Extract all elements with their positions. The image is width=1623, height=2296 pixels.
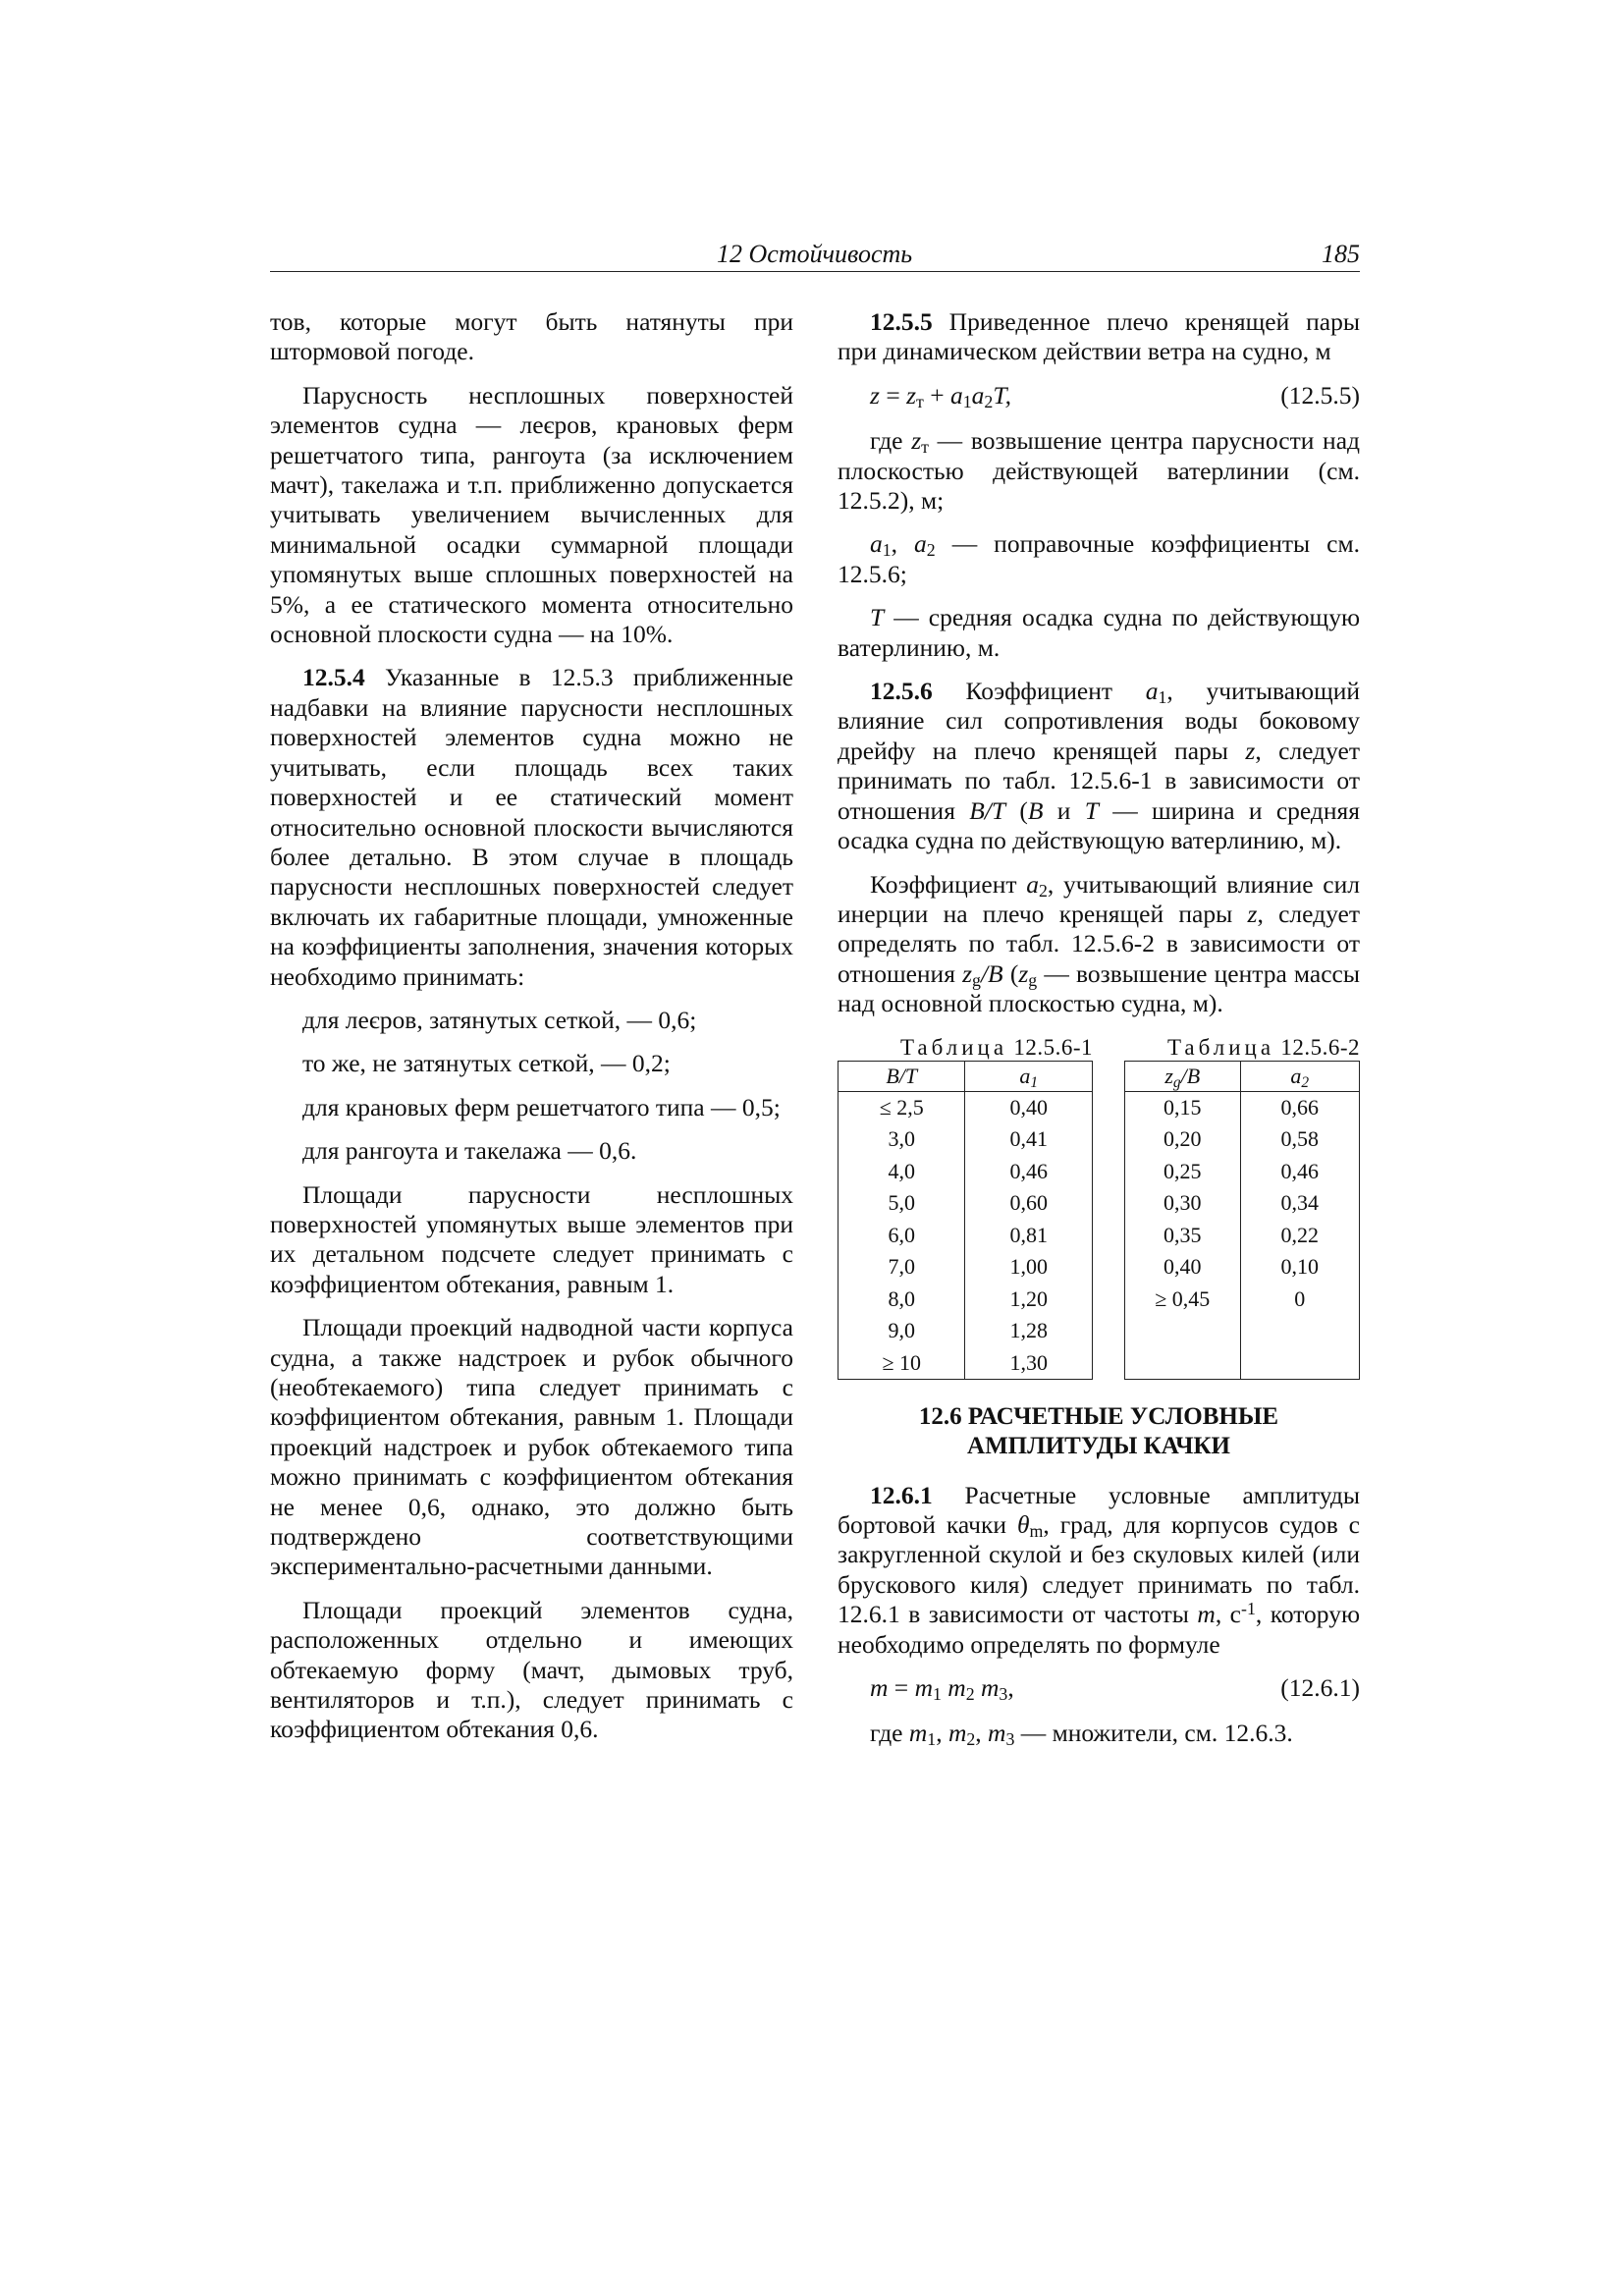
table-row: 5,0 0,60 [839,1187,1093,1220]
table-row: 0,30 0,34 [1125,1187,1360,1220]
table-12-5-6-1 [838,1033,1093,1381]
data-table [1124,1061,1360,1381]
paragraph-continuation: тов, которые могут быть натянуты при штормовой погоде. [270,307,793,366]
table-row: ≤ 2,5 0,40 [839,1091,1093,1123]
paragraph-hull-projections: Площади проекций надводной части корпуса судна, а также надстроек и рубок обычного (необтекаемого) типа следует принимать с коэффициентом обтекания, равным 1. Площади проекций надстроек и рубок обтекаемого типа можно принимать с коэффициентом обтекания не менее 0,6, однако, это должно быть подтверждено соответствующими экспериментально-расчетными данными. [270,1313,793,1581]
formula-number: (12.6.1) [1280,1672,1360,1702]
formula-12-5-5: $z = z_т + a_1a_2T$, (12.5.5) [870,380,1360,411]
table-row: 4,0 0,46 [839,1156,1093,1188]
table-row: 0,20 0,58 [1125,1123,1360,1156]
table-row: 0,25 0,46 [1125,1156,1360,1188]
page-number: 185 [1322,240,1360,268]
left-column [270,307,793,1759]
chapter-title: 12 Остойчивость [717,240,913,268]
where-a1-a2: $a_1$, $a_2$ — поправочные коэффициенты см. 12.5.6; [838,529,1360,588]
list-item-rigging: для рангоута и такелажа — 0,6. [302,1136,637,1166]
table-caption: Таблица 12.5.6-2 [1166,1034,1360,1060]
paragraph-porosity: Парусность несплошных поверхностей элементов судна — леєров, крановых ферм решетчатого типа, рангоута (за исключением мачт), такелажа и т.п. приближенно допускается учитывать увеличением вычисленных для минимальной осадки суммарной площади упомянутых выше сплошных поверхностей на 5%, а ее статического момента относительно основной плоскости судна — на 10%. [270,380,793,649]
paragraph-detailed-calc: Площади парусности несплошных поверхностей упомянутых выше элементов при их детальном подсчете следует принимать с коэффициентом обтекания, равным 1. [270,1179,793,1298]
formula-12-6-1: $m = m_1$ $m_2$ $m_3$, (12.6.1) [870,1672,1360,1704]
formula-number: (12.5.5) [1280,380,1360,410]
where-zt: где $z_т$ — возвышение центра парусности над плоскостью действующей ватерлинии (см. 12.5.2), м; [838,426,1361,516]
table-row [1125,1315,1360,1347]
paragraph-streamlined-elements: Площади проекций элементов судна, расположенных отдельно и имеющих обтекаемую форму (мачт, дымовых труб, вентиляторов и т.п.), следует принимать с коэффициентом обтекания 0,6. [270,1595,793,1744]
table-caption: Таблица 12.5.6-1 [899,1034,1093,1060]
clause-number: 12.6.1 [870,1480,933,1509]
table-row: ≥ 10 1,30 [839,1347,1093,1380]
table-row: 0,40 0,10 [1125,1251,1360,1284]
table-row: 0,35 0,22 [1125,1220,1360,1252]
clause-number: 12.5.5 [870,307,933,336]
table-row: ≥ 0,45 0 [1125,1284,1360,1316]
column-header: $z_g/B$ [1125,1061,1241,1091]
running-header [270,236,1360,272]
paragraph-12-5-5: 12.5.5 Приведенное плечо кренящей пары при динамическом действии ветра на судно, м [838,307,1360,366]
tables-block [838,1033,1360,1377]
list-item-crane-trusses: для крановых ферм решетчатого типа — 0,5; [302,1092,781,1121]
clause-number: 12.5.6 [870,677,933,706]
column-header: B/T [839,1061,965,1091]
right-column [838,307,1360,1763]
paragraph-12-5-4: 12.5.4 Указанные в 12.5.3 приближенные надбавки на влияние парусности несплошных поверхностей элементов судна можно не учитывать, если площадь всех таких поверхностей и ее статический момент относительно основной плоскости вычисляются более детально. В этом случае в площадь парусности несплошных поверхностей следует включать их габаритные площади, умноженные на коэффициенты заполнения, значения которых необходимо принимать: [270,663,793,991]
table-row: 8,0 1,20 [839,1284,1093,1316]
table-row: 0,15 0,66 [1125,1091,1360,1123]
table-row: 6,0 0,81 [839,1220,1093,1252]
table-row: 9,0 1,28 [839,1315,1093,1347]
column-header: $a_2$ [1240,1061,1360,1091]
table-row [1125,1347,1360,1380]
table-row: 3,0 0,41 [839,1123,1093,1156]
where-t: T — средняя осадка судна по действующую ватерлинию, м. [838,603,1360,662]
where-multipliers: где $m_1$, $m_2$, $m_3$ — множители, см. 12.6.3. [870,1719,1293,1750]
table-12-5-6-2 [1124,1033,1360,1381]
column-header: $a_1$ [965,1061,1093,1091]
paragraph-12-6-1: 12.6.1 Расчетные условные амплитуды бортовой качки $\theta_m$, град, для корпусов судов с закругленной скулой и без скуловых килей (или брускового киля) следует принимать по табл. 12.6.1 в зависимости от частоты m, $с^{-1}$, которую необходимо определять по формуле [838,1480,1361,1659]
list-item-railings-no-mesh: то же, не затянутых сеткой, — 0,2; [302,1049,671,1078]
table-row: 7,0 1,00 [839,1251,1093,1284]
list-item-railings-mesh: для леєров, затянутых сеткой, — 0,6; [302,1005,697,1034]
paragraph-12-5-6: 12.5.6 Коэффициент $a_1$, учитывающий влияние сил сопротивления воды боковому дрейфу на плечо кренящей пары z, следует принимать по табл. 12.5.6-1 в зависимости от отношения B/T (B и T — ширина и средняя осадка судна по действующую ватерлинию, м). [838,677,1360,855]
data-table [838,1061,1093,1381]
section-heading-12-6: 12.6 РАСЧЕТНЫЕ УСЛОВНЫЕ АМПЛИТУДЫ КАЧКИ [918,1402,1279,1459]
clause-number: 12.5.4 [302,663,365,692]
paragraph-coefficient-a2: Коэффициент $a_2$, учитывающий влияние сил инерции на плечо кренящей пары z, следует определять по табл. 12.5.6-2 в зависимости от отношения $z_g/B$ ($z_g$ — возвышение центра массы над основной плоскостью судна, м). [838,869,1360,1018]
